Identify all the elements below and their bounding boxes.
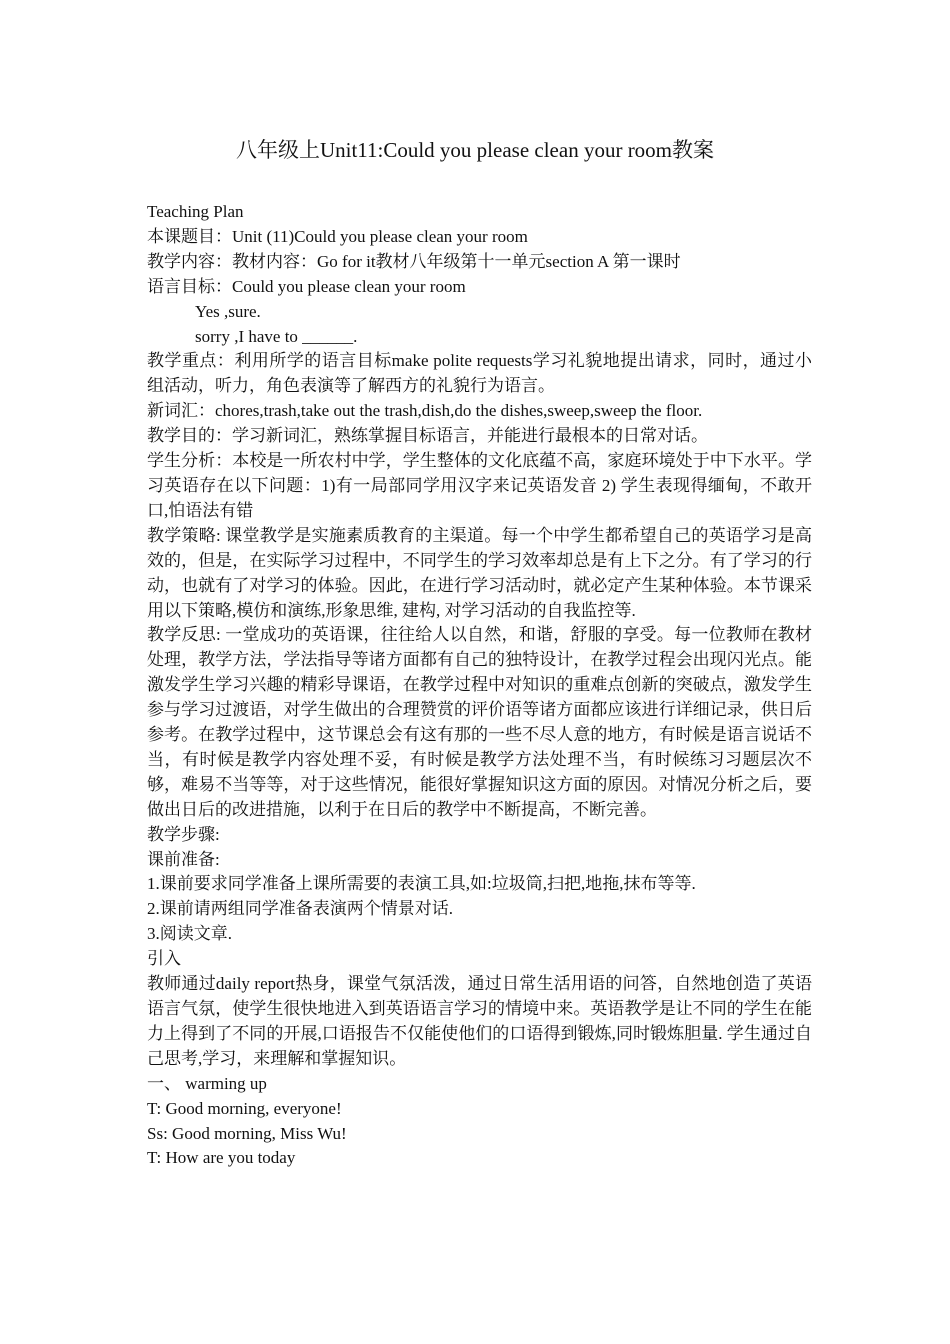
- preparation-heading: 课前准备:: [147, 849, 220, 869]
- document-body: [147, 200, 812, 1171]
- teaching-steps-heading: 教学步骤:: [147, 824, 220, 844]
- introduction-text: 教师通过daily report热身，课堂气氛活泼，通过日常生活用语的问答，自然地创造了英语语言气氛，使学生很快地进入到英语语言学习的情境中来。英语教学是让不同的学生在能力上得到了不同的开展,口语报告不仅能使他们的口语得到锻炼,同时锻炼胆量. 学生通过自己思考,学习，来理解和掌握知识。: [147, 974, 812, 1068]
- preparation-item-2: 2.课前请两组同学准备表演两个情景对话.: [147, 899, 453, 919]
- document-title: 八年级上Unit11:Could you please clean your room教案: [235, 138, 715, 162]
- new-vocabulary: 新词汇：chores,trash,take out the trash,dish,do the dishes,sweep,sweep the floor.: [147, 401, 703, 421]
- student-analysis: 学生分析：本校是一所农村中学，学生整体的文化底蕴不高，家庭环境处于中下水平。学习英语存在以下问题：1)有一局部同学用汉字来记英语发音 2) 学生表现得缅甸，不敢开口,怕语法有错: [147, 451, 812, 520]
- key-points: 教学重点：利用所学的语言目标make polite requests学习礼貌地提出请求，同时，通过小组活动，听力，角色表演等了解西方的礼貌行为语言。: [147, 351, 812, 396]
- warming-up-heading: 一、 warming up: [147, 1073, 267, 1093]
- dialog-line-teacher-1: T: Good morning, everyone!: [147, 1098, 342, 1118]
- teaching-plan-heading: Teaching Plan: [147, 202, 244, 221]
- dialog-line-teacher-2: T: How are you today: [147, 1148, 296, 1168]
- preparation-item-3: 3.阅读文章.: [147, 924, 232, 944]
- goal-response-yes: Yes ,sure.: [195, 301, 261, 321]
- teaching-purpose: 教学目的：学习新词汇，熟练掌握目标语言，并能进行最根本的日常对话。: [147, 426, 708, 446]
- teaching-reflection: 教学反思: 一堂成功的英语课，往往给人以自然，和谐，舒服的享受。每一位教师在教材处理，教学方法，学法指导等诸方面都有自己的独特设计，在教学过程会出现闪光点。能激发学生学习兴趣的精彩导课语，在教学过程中对知识的重难点创新的突破点，激发学生参与学习过渡语，对学生做出的合理赞赏的评价语等诸方面都应该进行详细记录，供日后参考。在教学过程中，这节课总会有这有那的一些不尽人意的地方，有时候是语言说话不当，有时候是教学内容处理不妥，有时候是教学方法处理不当，有时候练习习题层次不够，难易不当等等，对于这些情况，能很好掌握知识这方面的原因。对情况分析之后，要做出日后的改进措施，以利于在日后的教学中不断提高，不断完善。: [147, 625, 812, 819]
- lesson-topic: 本课题目：Unit (11)Could you please clean your room: [147, 226, 528, 246]
- introduction-heading: 引入: [147, 949, 181, 969]
- preparation-item-1: 1.课前要求同学准备上课所需要的表演工具,如:垃圾筒,扫把,地拖,抹布等等.: [147, 874, 696, 894]
- dialog-line-students-1: Ss: Good morning, Miss Wu!: [147, 1123, 347, 1143]
- lesson-content: 教学内容：教材内容：Go for it教材八年级第十一单元section A 第一课时: [147, 251, 681, 271]
- teaching-strategy: 教学策略: 课堂教学是实施素质教育的主渠道。每一个中学生都希望自己的英语学习是高效的，但是，在实际学习过程中，不同学生的学习效率却总是有上下之分。有了学习的行动，也就有了对学习的体验。因此，在进行学习活动时，就必定产生某种体验。本节课采用以下策略,模仿和演练,形象思维, 建构, 对学习活动的自我监控等.: [147, 525, 812, 620]
- language-goal: 语言目标：Could you please clean your room: [147, 276, 466, 296]
- goal-response-sorry: sorry ,I have to ______.: [195, 326, 358, 346]
